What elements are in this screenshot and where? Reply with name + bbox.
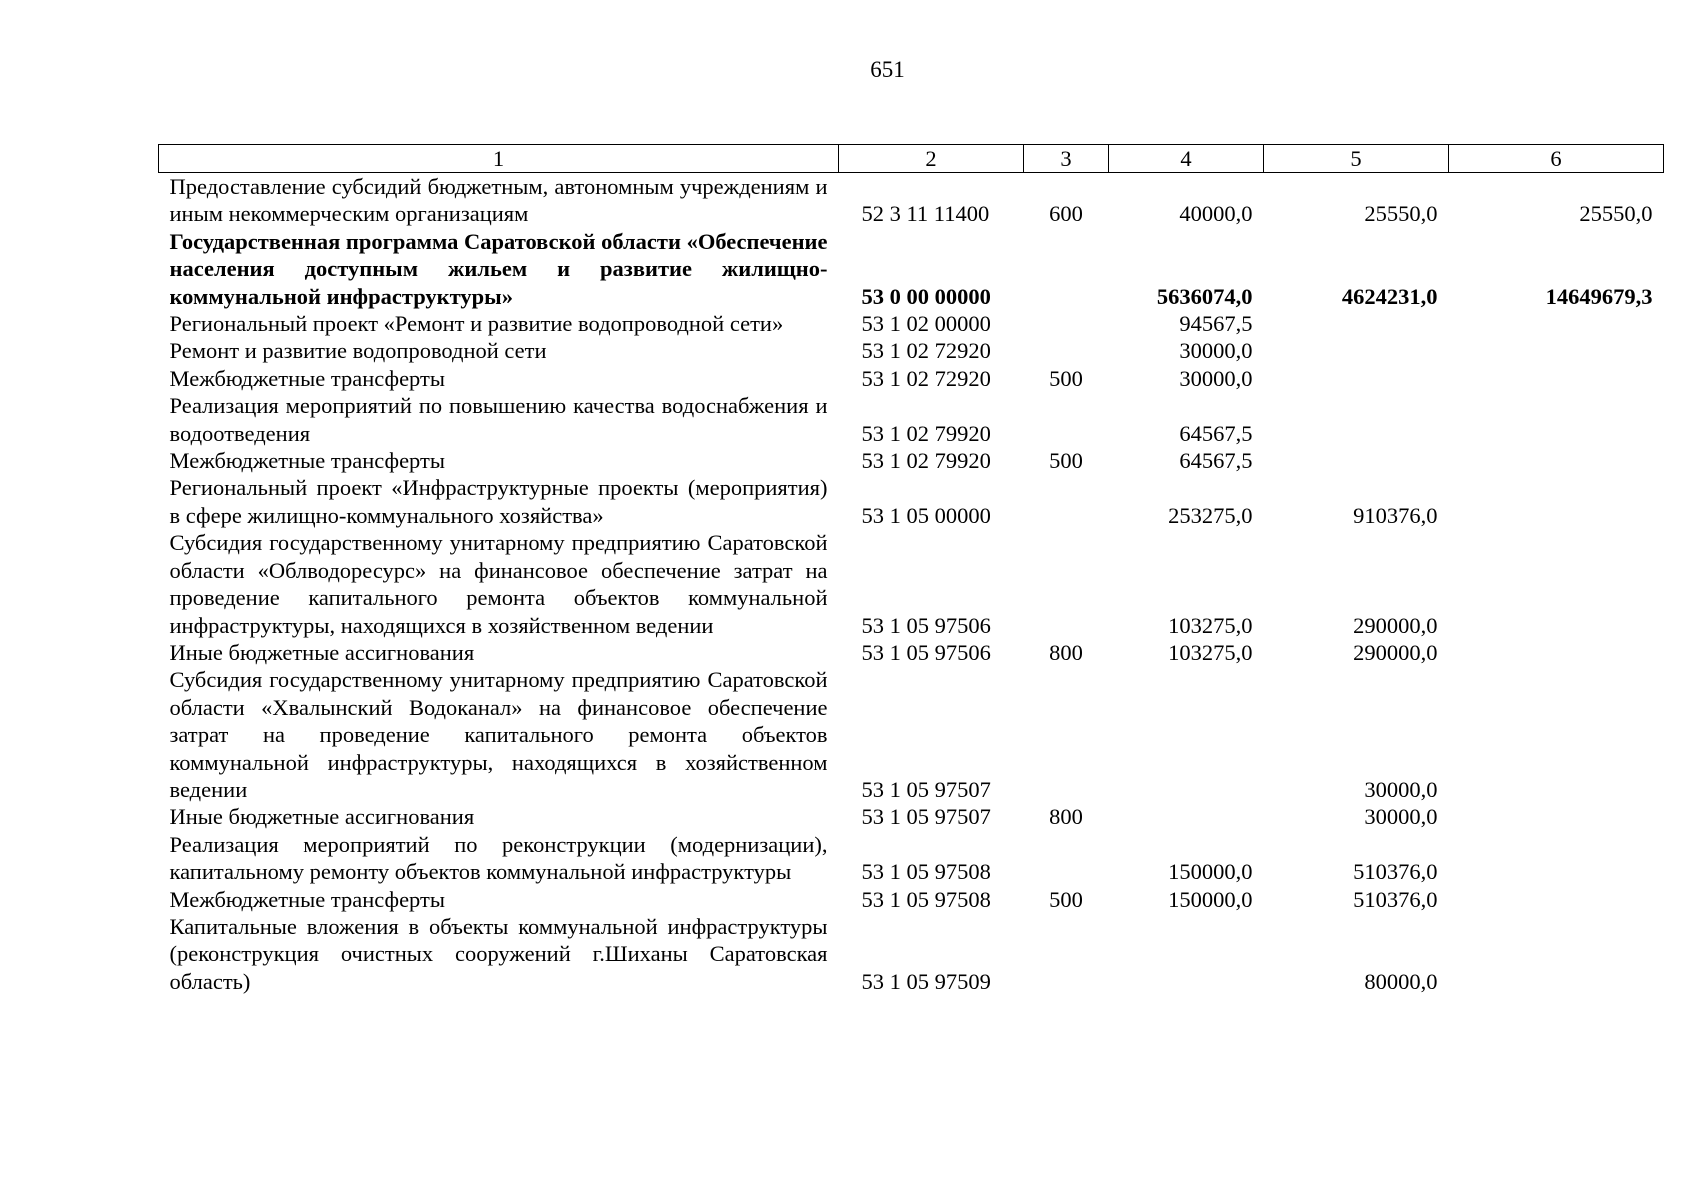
- table-row: [159, 913, 1664, 995]
- row-expense-type: [1024, 474, 1109, 529]
- table-row: [159, 173, 1664, 228]
- row-amount-1: 40000,0: [1179, 201, 1253, 227]
- column-header-amount-1: 4: [1109, 145, 1264, 173]
- row-name: Субсидия государственному унитарному предприятию Саратовской области «Облводоресурс» на финансовое обеспечение затрат на проведение капитального ремонта объектов коммунальной инфраструктуры, находящихся в хозяйственном ведении: [169, 530, 828, 638]
- column-header-name: 1: [159, 145, 839, 173]
- row-amount-2: 30000,0: [1364, 776, 1438, 802]
- row-expense-type: [1024, 310, 1109, 337]
- row-amount-2: 30000,0: [1364, 804, 1438, 830]
- table-row: [159, 337, 1664, 364]
- row-code: 53 1 05 97509: [861, 968, 991, 994]
- row-code: 53 0 00 00000: [861, 283, 991, 309]
- row-amount-2: 290000,0: [1353, 639, 1438, 665]
- row-code: 53 1 02 79920: [861, 448, 991, 474]
- row-amount-3: [1449, 831, 1664, 886]
- row-amount-1: 64567,5: [1179, 420, 1253, 446]
- row-code: 53 1 02 72920: [861, 365, 991, 391]
- row-amount-3: [1449, 803, 1664, 830]
- row-name: Межбюджетные трансферты: [169, 448, 445, 474]
- table-row: [159, 831, 1664, 886]
- row-amount-3: [1449, 474, 1664, 529]
- row-code: 53 1 05 97507: [861, 776, 991, 802]
- row-amount-3: [1449, 365, 1664, 392]
- row-code: 53 1 05 97507: [861, 804, 991, 830]
- row-expense-type: 500: [1049, 886, 1083, 912]
- row-code: 53 1 05 97508: [861, 859, 991, 885]
- row-name: Предоставление субсидий бюджетным, автономным учреждениям и иным некоммерческим организациям: [169, 174, 828, 227]
- row-amount-3: [1449, 337, 1664, 364]
- row-amount-3: [1449, 639, 1664, 666]
- row-amount-1: 94567,5: [1179, 311, 1253, 337]
- row-expense-type: 500: [1049, 365, 1083, 391]
- table-row: [159, 529, 1664, 639]
- row-name: Региональный проект «Инфраструктурные проекты (мероприятия) в сфере жилищно-коммунального хозяйства»: [169, 475, 828, 528]
- row-expense-type: 800: [1049, 639, 1083, 665]
- column-header-amount-3: 6: [1449, 145, 1664, 173]
- table-header: [159, 145, 1664, 173]
- row-amount-1: 30000,0: [1179, 365, 1253, 391]
- table-row: [159, 666, 1664, 803]
- row-amount-1: [1109, 666, 1264, 803]
- row-name: Межбюджетные трансферты: [169, 886, 445, 912]
- row-name: Региональный проект «Ремонт и развитие водопроводной сети»: [169, 311, 784, 337]
- row-amount-1: 103275,0: [1168, 612, 1253, 638]
- header-row: [159, 145, 1664, 173]
- row-amount-1: 103275,0: [1168, 639, 1253, 665]
- row-amount-1: 5636074,0: [1156, 283, 1253, 309]
- table-row: [159, 310, 1664, 337]
- row-amount-2: 4624231,0: [1341, 283, 1438, 309]
- row-amount-3: 14649679,3: [1545, 283, 1653, 309]
- row-name: Государственная программа Саратовской области «Обеспечение населения доступным жильем и развитие жилищно-коммунальной инфраструктуры»: [169, 228, 828, 309]
- row-name: Иные бюджетные ассигнования: [169, 639, 475, 665]
- row-amount-2: 510376,0: [1353, 859, 1438, 885]
- row-name: Субсидия государственному унитарному предприятию Саратовской области «Хвалынский Водоканал» на финансовое обеспечение затрат на проведение капитального ремонта объектов коммунальной инфраструктуры, находящихся в хозяйственном ведении: [169, 667, 828, 802]
- row-amount-3: [1449, 310, 1664, 337]
- row-amount-2: [1264, 447, 1449, 474]
- table-row: [159, 228, 1664, 310]
- table-row: [159, 474, 1664, 529]
- table-row: [159, 639, 1664, 666]
- table-row: [159, 447, 1664, 474]
- row-expense-type: [1024, 228, 1109, 310]
- table-row: [159, 803, 1664, 830]
- row-code: 53 1 02 00000: [861, 311, 991, 337]
- row-amount-2: 25550,0: [1364, 201, 1438, 227]
- row-amount-1: [1109, 803, 1264, 830]
- row-amount-3: [1449, 529, 1664, 639]
- table-row: [159, 392, 1664, 447]
- row-expense-type: 800: [1049, 804, 1083, 830]
- row-amount-1: 30000,0: [1179, 338, 1253, 364]
- row-name: Ремонт и развитие водопроводной сети: [169, 338, 547, 364]
- page-number: 651: [870, 57, 905, 82]
- row-expense-type: [1024, 529, 1109, 639]
- row-code: 53 1 02 79920: [861, 420, 991, 446]
- column-header-code: 2: [839, 145, 1024, 173]
- row-amount-3: [1449, 913, 1664, 995]
- row-amount-2: [1264, 365, 1449, 392]
- row-expense-type: [1024, 831, 1109, 886]
- table-row: [159, 886, 1664, 913]
- row-expense-type: [1024, 913, 1109, 995]
- row-amount-1: 64567,5: [1179, 448, 1253, 474]
- column-header-amount-2: 5: [1264, 145, 1449, 173]
- row-code: 53 1 05 97506: [861, 612, 991, 638]
- row-code: 53 1 05 00000: [861, 502, 991, 528]
- row-code: 53 1 02 72920: [861, 338, 991, 364]
- row-code: 52 3 11 11400: [861, 201, 990, 227]
- row-amount-3: [1449, 447, 1664, 474]
- row-name: Капитальные вложения в объекты коммунальной инфраструктуры (реконструкция очистных сооружений г.Шиханы Саратовская область): [169, 913, 828, 994]
- row-name: Межбюджетные трансферты: [169, 365, 445, 391]
- row-expense-type: [1024, 392, 1109, 447]
- row-amount-1: [1109, 913, 1264, 995]
- row-amount-3: 25550,0: [1579, 201, 1653, 227]
- table-body: [159, 173, 1664, 996]
- row-amount-3: [1449, 666, 1664, 803]
- row-amount-3: [1449, 392, 1664, 447]
- row-code: 53 1 05 97508: [861, 886, 991, 912]
- row-amount-2: 80000,0: [1364, 968, 1438, 994]
- row-amount-1: 150000,0: [1168, 859, 1253, 885]
- table-row: [159, 365, 1664, 392]
- row-expense-type: [1024, 666, 1109, 803]
- row-amount-2: [1264, 310, 1449, 337]
- column-header-type: 3: [1024, 145, 1109, 173]
- row-name: Реализация мероприятий по реконструкции (модернизации), капитальному ремонту объектов коммунальной инфраструктуры: [169, 831, 828, 885]
- row-amount-2: 510376,0: [1353, 886, 1438, 912]
- row-amount-2: [1264, 337, 1449, 364]
- row-amount-2: 910376,0: [1353, 502, 1438, 528]
- row-amount-3: [1449, 886, 1664, 913]
- row-amount-1: 253275,0: [1168, 502, 1253, 528]
- row-amount-1: 150000,0: [1168, 886, 1253, 912]
- row-name: Иные бюджетные ассигнования: [169, 804, 475, 830]
- row-code: 53 1 05 97506: [861, 639, 991, 665]
- row-amount-2: 290000,0: [1353, 612, 1438, 638]
- row-amount-2: [1264, 392, 1449, 447]
- row-expense-type: [1024, 337, 1109, 364]
- row-expense-type: 600: [1049, 201, 1083, 227]
- row-expense-type: 500: [1049, 448, 1083, 474]
- budget-table: [158, 144, 1664, 995]
- row-name: Реализация мероприятий по повышению качества водоснабжения и водоотведения: [169, 393, 828, 446]
